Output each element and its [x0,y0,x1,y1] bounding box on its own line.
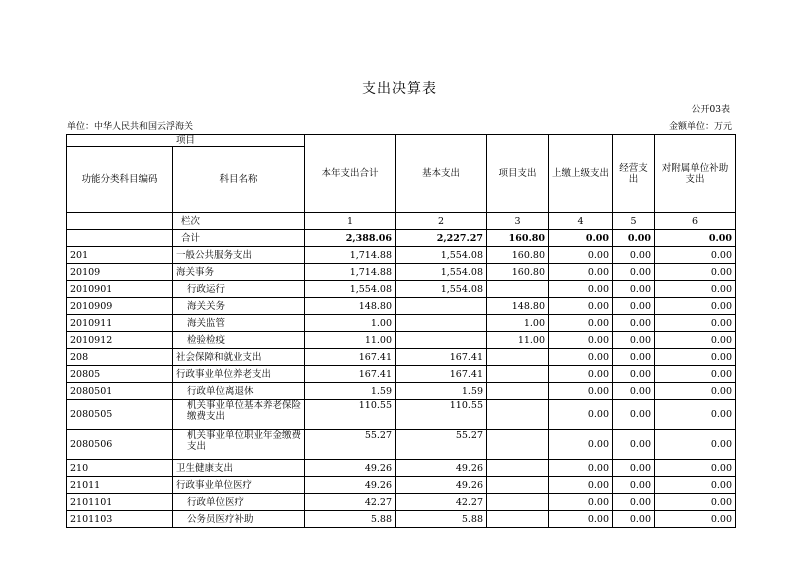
row-project [487,477,549,494]
total-v1: 2,388.06 [305,230,396,247]
row-upper: 0.00 [549,400,613,430]
row-upper: 0.00 [549,477,613,494]
row-code: 2010909 [67,298,173,315]
table-row [67,477,736,494]
row-project [487,494,549,511]
row-code: 2080501 [67,383,173,400]
row-upper: 0.00 [549,430,613,460]
row-upper: 0.00 [549,383,613,400]
table-row [67,332,736,349]
row-project: 11.00 [487,332,549,349]
row-total: 1.00 [305,315,396,332]
table-row [67,511,736,528]
table-row [67,430,736,460]
row-subject-name: 行政单位离退休 [173,383,305,400]
row-business: 0.00 [613,264,655,281]
row-code: 210 [67,460,173,477]
row-business: 0.00 [613,383,655,400]
row-project [487,383,549,400]
row-subject-name: 行政事业单位养老支出 [173,366,305,383]
row-project [487,430,549,460]
col-num-4: 4 [549,213,613,230]
row-code: 2010912 [67,332,173,349]
row-subject-name: 机关事业单位基本养老保险缴费支出 [173,400,305,430]
row-subject-name: 海关监管 [173,315,305,332]
col-num-5: 5 [613,213,655,230]
row-subsidy: 0.00 [655,315,736,332]
row-total: 1,554.08 [305,281,396,298]
row-business: 0.00 [613,366,655,383]
row-total: 148.80 [305,298,396,315]
row-subsidy: 0.00 [655,477,736,494]
row-code: 20109 [67,264,173,281]
row-project [487,281,549,298]
row-subsidy: 0.00 [655,511,736,528]
row-total: 167.41 [305,366,396,383]
row-subsidy: 0.00 [655,349,736,366]
row-business: 0.00 [613,430,655,460]
row-subsidy: 0.00 [655,366,736,383]
table-row [67,281,736,298]
table-row [67,400,736,430]
row-total: 11.00 [305,332,396,349]
row-business: 0.00 [613,281,655,298]
row-total: 49.26 [305,477,396,494]
total-v4: 0.00 [549,230,613,247]
money-unit-label: 金额单位：万元 [668,122,732,132]
header-col-index: 栏次 [173,213,305,230]
row-subject-name: 检验检疫 [173,332,305,349]
row-code: 201 [67,247,173,264]
row-subject-name: 行政单位医疗 [173,494,305,511]
row-project [487,349,549,366]
row-subject-name: 一般公共服务支出 [173,247,305,264]
col-num-6: 6 [655,213,736,230]
row-business: 0.00 [613,298,655,315]
row-total: 49.26 [305,460,396,477]
row-upper: 0.00 [549,366,613,383]
row-subsidy: 0.00 [655,332,736,349]
row-basic: 42.27 [396,494,487,511]
row-total: 5.88 [305,511,396,528]
row-code: 2010901 [67,281,173,298]
row-business: 0.00 [613,494,655,511]
expenditure-table [66,134,736,528]
row-code: 20805 [67,366,173,383]
row-business: 0.00 [613,247,655,264]
row-subsidy: 0.00 [655,460,736,477]
table-row [67,460,736,477]
table-row [67,494,736,511]
row-business: 0.00 [613,400,655,430]
row-total: 110.55 [305,400,396,430]
row-total: 1.59 [305,383,396,400]
row-subsidy: 0.00 [655,298,736,315]
row-basic: 1,554.08 [396,264,487,281]
row-basic: 1.59 [396,383,487,400]
row-project: 1.00 [487,315,549,332]
table-row [67,315,736,332]
row-project [487,400,549,430]
row-subsidy: 0.00 [655,247,736,264]
row-basic [396,298,487,315]
col-num-2: 2 [396,213,487,230]
table-row [67,264,736,281]
header-project: 项目 [67,135,305,147]
row-upper: 0.00 [549,460,613,477]
row-code: 2101103 [67,511,173,528]
row-total: 42.27 [305,494,396,511]
row-subsidy: 0.00 [655,281,736,298]
row-code: 2010911 [67,315,173,332]
row-basic: 167.41 [396,366,487,383]
total-label: 合计 [173,230,305,247]
row-basic [396,315,487,332]
col-num-1: 1 [305,213,396,230]
row-project: 160.80 [487,247,549,264]
header-subject-name: 科目名称 [173,147,305,213]
row-total: 167.41 [305,349,396,366]
table-row [67,383,736,400]
row-total: 1,714.88 [305,264,396,281]
row-upper: 0.00 [549,315,613,332]
row-basic: 110.55 [396,400,487,430]
row-subject-name: 海关关务 [173,298,305,315]
row-basic: 1,554.08 [396,281,487,298]
table-row [67,298,736,315]
unit-label: 单位：中华人民共和国云浮海关 [67,122,194,132]
row-subsidy: 0.00 [655,383,736,400]
row-basic: 5.88 [396,511,487,528]
total-v3: 160.80 [487,230,549,247]
row-business: 0.00 [613,315,655,332]
table-row [67,349,736,366]
row-subsidy: 0.00 [655,430,736,460]
total-row [67,230,736,247]
row-code: 2080505 [67,400,173,430]
table-row [67,366,736,383]
col-num-3: 3 [487,213,549,230]
row-business: 0.00 [613,511,655,528]
table-row [67,247,736,264]
row-business: 0.00 [613,477,655,494]
total-v5: 0.00 [613,230,655,247]
row-basic: 49.26 [396,460,487,477]
row-upper: 0.00 [549,494,613,511]
row-basic: 49.26 [396,477,487,494]
row-subject-name: 海关事务 [173,264,305,281]
row-code: 21011 [67,477,173,494]
header-total: 本年支出合计 [305,135,396,213]
row-business: 0.00 [613,460,655,477]
header-project-exp: 项目支出 [487,135,549,213]
row-basic [396,332,487,349]
row-subject-name: 卫生健康支出 [173,460,305,477]
row-subject-name: 机关事业单位职业年金缴费支出 [173,430,305,460]
page-title: 支出决算表 [362,81,437,97]
header-basic: 基本支出 [396,135,487,213]
row-subsidy: 0.00 [655,400,736,430]
row-upper: 0.00 [549,511,613,528]
header-upper: 上缴上级支出 [549,135,613,213]
row-basic: 167.41 [396,349,487,366]
header-subsidy: 对附属单位补助支出 [655,135,736,213]
row-total: 1,714.88 [305,247,396,264]
row-subsidy: 0.00 [655,264,736,281]
header-func-code: 功能分类科目编码 [67,147,173,213]
row-total: 55.27 [305,430,396,460]
row-upper: 0.00 [549,264,613,281]
row-subsidy: 0.00 [655,494,736,511]
total-v6: 0.00 [655,230,736,247]
form-code: 公开03表 [691,105,730,115]
row-upper: 0.00 [549,332,613,349]
row-subject-name: 行政运行 [173,281,305,298]
row-code: 2080506 [67,430,173,460]
row-subject-name: 公务员医疗补助 [173,511,305,528]
row-code: 2101101 [67,494,173,511]
row-upper: 0.00 [549,281,613,298]
row-project [487,460,549,477]
row-upper: 0.00 [549,247,613,264]
row-upper: 0.00 [549,298,613,315]
total-v2: 2,227.27 [396,230,487,247]
row-business: 0.00 [613,349,655,366]
row-code: 208 [67,349,173,366]
row-subject-name: 社会保障和就业支出 [173,349,305,366]
row-project [487,366,549,383]
row-subject-name: 行政事业单位医疗 [173,477,305,494]
row-project [487,511,549,528]
row-project: 148.80 [487,298,549,315]
row-business: 0.00 [613,332,655,349]
header-business: 经营支出 [613,135,655,213]
row-upper: 0.00 [549,349,613,366]
row-basic: 55.27 [396,430,487,460]
row-project: 160.80 [487,264,549,281]
row-basic: 1,554.08 [396,247,487,264]
